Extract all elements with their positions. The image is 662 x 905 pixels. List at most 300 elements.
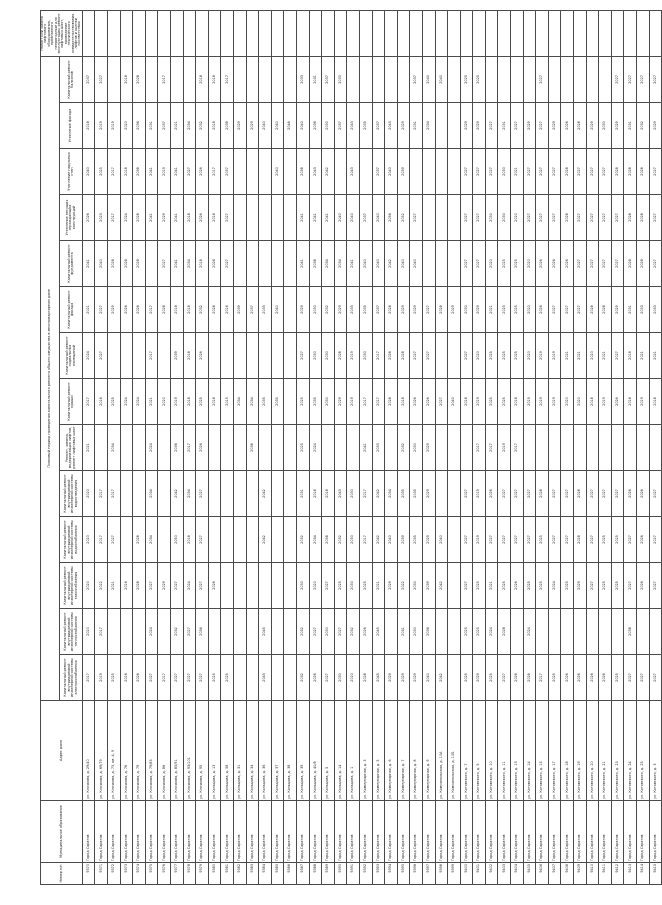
year-cell <box>208 609 221 655</box>
year-cell: 2025 <box>460 56 473 102</box>
year-cell: 2027 <box>485 149 498 195</box>
year-cell: 2031 <box>410 103 423 149</box>
row-number: 9392 <box>359 863 372 885</box>
year-cell: 2028 <box>108 241 121 287</box>
year-cell: 2027 <box>586 563 599 609</box>
table-row <box>460 10 473 884</box>
year-cell <box>234 471 247 517</box>
year-cell: 2028 <box>574 517 587 563</box>
year-cell <box>561 10 574 56</box>
address-cell: ул. Котовского, д. 18 <box>561 701 574 801</box>
year-cell: 2029 <box>611 287 624 333</box>
year-cell: 2032 <box>397 425 410 471</box>
address-cell: ул. Коммунарная, д. 3 <box>359 701 372 801</box>
year-cell: 2025 <box>611 563 624 609</box>
year-cell: 2019 <box>347 333 360 379</box>
year-cell <box>246 471 259 517</box>
year-cell: 2025 <box>208 655 221 701</box>
year-cell: 2024 <box>120 195 133 241</box>
year-cell: 2040 <box>385 517 398 563</box>
year-cell: 2037 <box>372 287 385 333</box>
address-cell: ул. Коммунарная, д. 9 <box>422 701 435 801</box>
year-cell: 2029 <box>397 287 410 333</box>
year-cell: 2028 <box>397 333 410 379</box>
year-cell: 2027 <box>574 149 587 195</box>
year-cell: 2027 <box>498 517 511 563</box>
row-number: 9397 <box>422 863 435 885</box>
year-cell: 2027 <box>561 517 574 563</box>
year-cell <box>284 10 297 56</box>
year-cell <box>334 149 347 195</box>
year-cell: 2027 <box>183 655 196 701</box>
year-cell: 2021 <box>511 149 524 195</box>
year-cell: 2028 <box>385 287 398 333</box>
address-cell: ул. Котовского, д. 24 <box>624 701 637 801</box>
year-cell: 2024 <box>145 425 158 471</box>
year-cell: 2027 <box>548 471 561 517</box>
address-cell: ул. Клочкова, д. 29/40 <box>82 701 95 801</box>
year-cell <box>322 425 335 471</box>
year-cell: 2029 <box>448 287 461 333</box>
year-cell: 2026 <box>196 195 209 241</box>
year-cell: 2027 <box>624 655 637 701</box>
municipality-cell: Город Саратов <box>359 801 372 863</box>
year-cell: 2032 <box>637 103 650 149</box>
year-cell <box>334 10 347 56</box>
municipality-cell: Город Саратов <box>523 801 536 863</box>
year-cell: 2038 <box>133 149 146 195</box>
year-cell <box>271 10 284 56</box>
year-cell <box>561 609 574 655</box>
year-cell: 2040 <box>82 149 95 195</box>
year-cell <box>284 609 297 655</box>
year-cell: 2025 <box>460 609 473 655</box>
year-cell: 2027 <box>586 471 599 517</box>
year-cell <box>435 149 448 195</box>
year-cell: 2027 <box>460 149 473 195</box>
year-cell: 2017 <box>221 56 234 102</box>
year-cell: 2027 <box>322 563 335 609</box>
year-cell: 2025 <box>599 517 612 563</box>
year-cell: 2028 <box>385 379 398 425</box>
year-cell: 2032 <box>171 609 184 655</box>
address-cell: ул. Котовского, д. 11 <box>498 701 511 801</box>
row-number: 9378 <box>183 863 196 885</box>
year-cell <box>561 425 574 471</box>
year-cell: 2031 <box>624 287 637 333</box>
year-cell: 2018 <box>624 333 637 379</box>
address-cell: ул. Котовского, д. 20 <box>586 701 599 801</box>
header-column: Капитальный ремонт внутридомовой инженерной системы водоснабжения <box>60 517 83 563</box>
year-cell: 2019 <box>95 103 108 149</box>
address-cell: ул. Котовского, д. 17 <box>548 701 561 801</box>
municipality-cell: Город Саратов <box>196 801 209 863</box>
year-cell: 2034 <box>322 241 335 287</box>
table-row <box>145 10 158 884</box>
year-cell <box>611 10 624 56</box>
year-cell: 2019 <box>108 103 121 149</box>
year-cell: 2029 <box>422 471 435 517</box>
year-cell: 2018 <box>649 379 662 425</box>
year-cell <box>485 10 498 56</box>
municipality-cell: Город Саратов <box>473 801 486 863</box>
year-cell <box>372 10 385 56</box>
year-cell: 2024 <box>145 609 158 655</box>
year-cell: 2041 <box>145 149 158 195</box>
year-cell <box>599 609 612 655</box>
year-cell: 2039 <box>171 333 184 379</box>
year-cell: 2030 <box>322 609 335 655</box>
year-cell: 2018 <box>183 287 196 333</box>
year-cell: 2035 <box>347 287 360 333</box>
year-cell <box>246 333 259 379</box>
year-cell: 2018 <box>322 471 335 517</box>
municipality-cell: Город Саратов <box>221 801 234 863</box>
year-cell <box>611 425 624 471</box>
address-cell: ул. Кольцова, д. 1 <box>347 701 360 801</box>
year-cell: 2027 <box>196 655 209 701</box>
year-cell <box>120 471 133 517</box>
row-number: 9380 <box>208 863 221 885</box>
municipality-cell: Город Саратов <box>95 801 108 863</box>
year-cell: 2016 <box>95 379 108 425</box>
year-cell <box>410 149 423 195</box>
table-row <box>183 10 196 884</box>
year-cell <box>448 471 461 517</box>
year-cell: 2045 <box>259 655 272 701</box>
header-column: Капитальный ремонт внутридомовой инженерной системы теплоснабжения <box>60 609 83 655</box>
year-cell <box>120 609 133 655</box>
year-cell <box>196 10 209 56</box>
row-number: 9373 <box>120 863 133 885</box>
year-cell: 2027 <box>637 56 650 102</box>
header-group-title: Плановый период проведения капитального ремонта общего имущества в многоквартирном доме <box>41 56 60 700</box>
municipality-cell: Город Саратов <box>347 801 360 863</box>
year-cell: 2029 <box>473 655 486 701</box>
year-cell: 2018 <box>208 195 221 241</box>
year-cell: 2025 <box>511 287 524 333</box>
year-cell <box>599 56 612 102</box>
year-cell: 2027 <box>221 195 234 241</box>
address-cell: ул. Комсомольская, д. 10А <box>435 701 448 801</box>
municipality-cell: Город Саратов <box>309 801 322 863</box>
year-cell: 2020 <box>511 195 524 241</box>
year-cell: 2027 <box>322 655 335 701</box>
year-cell <box>284 379 297 425</box>
year-cell: 2035 <box>259 379 272 425</box>
year-cell: 2032 <box>296 655 309 701</box>
year-cell: 2030 <box>322 103 335 149</box>
address-cell: ул. Кольцова, д. 58 <box>221 701 234 801</box>
year-cell <box>347 56 360 102</box>
year-cell: 2032 <box>196 103 209 149</box>
year-cell: 2026 <box>309 655 322 701</box>
year-cell: 2025 <box>296 425 309 471</box>
year-cell: 2030 <box>347 563 360 609</box>
year-cell: 2018 <box>460 379 473 425</box>
table-row <box>108 10 121 884</box>
year-cell <box>284 195 297 241</box>
municipality-cell: Город Саратов <box>574 801 587 863</box>
year-cell <box>448 10 461 56</box>
municipality-cell: Город Саратов <box>372 801 385 863</box>
year-cell: 2037 <box>221 149 234 195</box>
table-row <box>271 10 284 884</box>
year-cell <box>246 56 259 102</box>
municipality-cell: Город Саратов <box>548 801 561 863</box>
year-cell <box>296 10 309 56</box>
year-cell: 2042 <box>322 149 335 195</box>
year-cell: 2027 <box>523 471 536 517</box>
year-cell: 2028 <box>624 195 637 241</box>
year-cell <box>208 471 221 517</box>
municipality-cell: Город Саратов <box>120 801 133 863</box>
year-cell: 2027 <box>611 241 624 287</box>
year-cell: 2024 <box>523 609 536 655</box>
year-cell <box>561 56 574 102</box>
year-cell: 2019 <box>599 379 612 425</box>
year-cell: 2035 <box>410 517 423 563</box>
year-cell: 2025 <box>536 517 549 563</box>
year-cell: 2028 <box>208 287 221 333</box>
year-cell: 2028 <box>435 287 448 333</box>
year-cell: 2039 <box>397 517 410 563</box>
header-column: Капитальный ремонт внутридомовой инженерной системы электроснабжения <box>60 655 83 701</box>
year-cell: 2035 <box>397 471 410 517</box>
year-cell: 2031 <box>309 56 322 102</box>
municipality-cell: Город Саратов <box>246 801 259 863</box>
year-cell: 2028 <box>637 195 650 241</box>
year-cell: 2040 <box>347 195 360 241</box>
year-cell: 2050 <box>171 517 184 563</box>
year-cell: 2027 <box>523 149 536 195</box>
table-row <box>120 10 133 884</box>
year-cell: 2029 <box>234 103 247 149</box>
year-cell: 2016 <box>120 655 133 701</box>
address-cell: ул. Кольцова, д. 13 <box>208 701 221 801</box>
year-cell: 2026 <box>196 425 209 471</box>
year-cell <box>145 10 158 56</box>
year-cell <box>599 425 612 471</box>
year-cell: 2017 <box>372 379 385 425</box>
year-cell <box>259 149 272 195</box>
year-cell: 2027 <box>649 517 662 563</box>
year-cell: 2037 <box>410 56 423 102</box>
year-cell: 2025 <box>359 563 372 609</box>
year-cell: 2026 <box>586 655 599 701</box>
year-cell: 2027 <box>460 241 473 287</box>
row-number: 9387 <box>296 863 309 885</box>
year-cell <box>259 56 272 102</box>
year-cell <box>259 563 272 609</box>
year-cell <box>234 195 247 241</box>
address-cell: ул. Котовского, д. 7 <box>460 701 473 801</box>
year-cell: 2033 <box>637 287 650 333</box>
year-cell <box>246 655 259 701</box>
year-cell: 2021 <box>574 333 587 379</box>
year-cell <box>171 56 184 102</box>
year-cell: 2037 <box>322 56 335 102</box>
year-cell: 2027 <box>145 655 158 701</box>
municipality-cell: Город Саратов <box>422 801 435 863</box>
municipality-cell: Город Саратов <box>259 801 272 863</box>
year-cell: 2028 <box>120 241 133 287</box>
year-cell <box>536 425 549 471</box>
address-cell: ул. Котовского, д. 23 <box>611 701 624 801</box>
year-cell: 2015 <box>221 379 234 425</box>
year-cell <box>511 609 524 655</box>
year-cell: 2036 <box>309 103 322 149</box>
year-cell: 2029 <box>385 563 398 609</box>
year-cell: 2018 <box>208 103 221 149</box>
year-cell <box>221 517 234 563</box>
address-cell: ул. Кольцова, д. 40/8 <box>309 701 322 801</box>
year-cell: 2043 <box>334 471 347 517</box>
year-cell: 2042 <box>259 471 272 517</box>
year-cell: 2026 <box>561 103 574 149</box>
year-cell <box>284 471 297 517</box>
year-cell: 2029 <box>649 103 662 149</box>
header-column: Капитальный ремонт крыши <box>60 379 83 425</box>
row-number: 9412 <box>611 863 624 885</box>
year-cell: 2030 <box>296 563 309 609</box>
row-number: 9375 <box>145 863 158 885</box>
year-cell <box>485 56 498 102</box>
year-cell: 2027 <box>410 195 423 241</box>
year-cell: 2028 <box>611 149 624 195</box>
year-cell: 2029 <box>548 103 561 149</box>
header-column: Утепление несущих ограждающих конструкций <box>60 195 83 241</box>
year-cell: 2027 <box>422 287 435 333</box>
year-cell: 2028 <box>133 195 146 241</box>
year-cell: 2017 <box>95 609 108 655</box>
year-cell <box>359 10 372 56</box>
year-cell <box>536 10 549 56</box>
municipality-cell: Город Саратов <box>271 801 284 863</box>
year-cell: 2030 <box>359 333 372 379</box>
year-cell: 2027 <box>158 241 171 287</box>
year-cell: 2027 <box>171 563 184 609</box>
year-cell <box>574 609 587 655</box>
year-cell: 2043 <box>347 103 360 149</box>
year-cell <box>523 10 536 56</box>
table-row <box>523 10 536 884</box>
year-cell: 2025 <box>473 56 486 102</box>
year-cell: 2017 <box>145 287 158 333</box>
year-cell <box>108 10 121 56</box>
address-cell: ул. Кольцова, д. 34 <box>246 701 259 801</box>
table-row <box>309 10 322 884</box>
row-number: 9385 <box>271 863 284 885</box>
year-cell <box>271 241 284 287</box>
year-cell <box>158 333 171 379</box>
table-row <box>133 10 146 884</box>
row-number: 9386 <box>284 863 297 885</box>
year-cell <box>448 655 461 701</box>
year-cell <box>133 609 146 655</box>
municipality-cell: Город Саратов <box>448 801 461 863</box>
table-row <box>561 10 574 884</box>
year-cell: 2027 <box>511 517 524 563</box>
year-cell: 2038 <box>624 609 637 655</box>
year-cell: 2040 <box>385 149 398 195</box>
year-cell: 2029 <box>473 287 486 333</box>
year-cell: 2030 <box>347 471 360 517</box>
year-cell: 2042 <box>171 471 184 517</box>
year-cell: 2027 <box>410 333 423 379</box>
year-cell: 2041 <box>347 241 360 287</box>
year-cell: 2040 <box>271 103 284 149</box>
year-cell: 2030 <box>322 379 335 425</box>
header-column: Капитальный ремонт балконов <box>60 56 83 102</box>
address-cell: ул. Котовского, д. 14 <box>523 701 536 801</box>
year-cell: 2029 <box>108 287 121 333</box>
year-cell: 2028 <box>574 471 587 517</box>
row-number: 9404 <box>511 863 524 885</box>
year-cell <box>246 609 259 655</box>
year-cell: 2018 <box>183 379 196 425</box>
year-cell: 2032 <box>196 287 209 333</box>
year-cell: 2017 <box>536 655 549 701</box>
address-cell: ул. Клочкова, д. 85/91 <box>171 701 184 801</box>
year-cell: 2027 <box>221 241 234 287</box>
year-cell: 2027 <box>649 241 662 287</box>
year-cell: 2027 <box>599 149 612 195</box>
year-cell: 2029 <box>158 195 171 241</box>
municipality-cell: Город Саратов <box>145 801 158 863</box>
municipality-cell: Город Саратов <box>624 801 637 863</box>
table-row <box>448 10 461 884</box>
year-cell: 2027 <box>574 195 587 241</box>
year-cell: 2038 <box>221 103 234 149</box>
year-cell: 2020 <box>347 655 360 701</box>
year-cell: 2026 <box>385 333 398 379</box>
header-column: Капитальный ремонт подвальных помещений <box>60 333 83 379</box>
year-cell: 2026 <box>196 333 209 379</box>
year-cell <box>171 10 184 56</box>
year-cell: 2035 <box>410 471 423 517</box>
year-cell <box>385 425 398 471</box>
year-cell <box>574 56 587 102</box>
table-row <box>410 10 423 884</box>
year-cell: 2017 <box>95 471 108 517</box>
year-cell: 2017 <box>359 517 372 563</box>
row-number: 9402 <box>485 863 498 885</box>
year-cell: 2027 <box>548 195 561 241</box>
year-cell: 2026 <box>511 655 524 701</box>
address-cell: ул. Котовского, д. 25 <box>637 701 650 801</box>
year-cell: 2026 <box>523 655 536 701</box>
address-cell: ул. Кольцова, д. 37 <box>271 701 284 801</box>
year-cell: 2040 <box>435 56 448 102</box>
address-cell: ул. Котовского, д. 3 <box>649 701 662 801</box>
year-cell: 2017 <box>82 655 95 701</box>
year-cell <box>234 563 247 609</box>
year-cell <box>271 563 284 609</box>
year-cell: 2027 <box>574 287 587 333</box>
year-cell <box>448 103 461 149</box>
year-cell: 2030 <box>599 103 612 149</box>
year-cell: 2025 <box>498 333 511 379</box>
row-number: 9376 <box>158 863 171 885</box>
municipality-cell: Город Саратов <box>234 801 247 863</box>
year-cell: 2028 <box>637 149 650 195</box>
year-cell: 2027 <box>511 103 524 149</box>
year-cell: 2027 <box>649 563 662 609</box>
year-cell: 2030 <box>334 56 347 102</box>
year-cell: 2026 <box>82 195 95 241</box>
table-row <box>397 10 410 884</box>
